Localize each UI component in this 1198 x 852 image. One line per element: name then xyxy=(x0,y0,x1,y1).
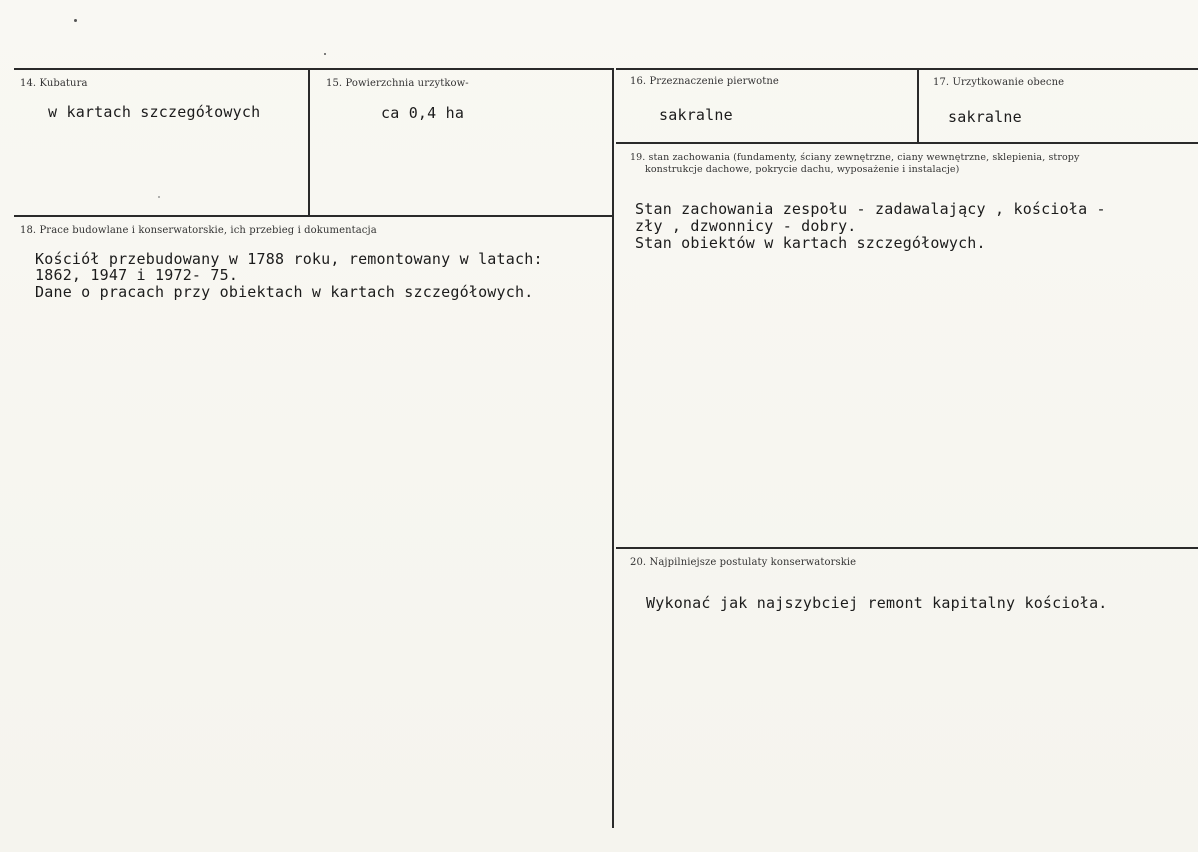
field-20-label: 20. Najpilniejsze postulaty konserwatorskie xyxy=(630,557,857,568)
scan-speck xyxy=(158,196,160,198)
rule-above-20 xyxy=(616,547,1198,549)
field-19-label-line-1: 19. stan zachowania (fundamenty, ściany zewnętrzne, ciany wewnętrzne, sklepienia, stropy xyxy=(630,152,1080,163)
field-14-label: 14. Kubatura xyxy=(20,78,88,89)
top-rule-left xyxy=(14,68,614,70)
field-15-value: ca 0,4 ha xyxy=(381,104,465,122)
field-18-label: 18. Prace budowlane i konserwatorskie, ich przebieg i dokumentacja xyxy=(20,225,377,236)
field-16-value: sakralne xyxy=(659,106,733,124)
field-16-label: 16. Przeznaczenie pierwotne xyxy=(630,76,779,87)
rule-under-14-15 xyxy=(14,215,612,217)
main-vertical-divider xyxy=(612,68,614,828)
divider-14-15 xyxy=(308,68,310,216)
divider-16-17 xyxy=(917,68,919,142)
field-20-value: Wykonać jak najszybciej remont kapitalny kościoła. xyxy=(646,594,1108,612)
field-15-label: 15. Powierzchnia urzytkow- xyxy=(326,78,469,89)
field-19-label-line-2: konstrukcje dachowe, pokrycie dachu, wyposażenie i instalacje) xyxy=(645,164,960,175)
field-14-value: w kartach szczegółowych xyxy=(48,103,261,121)
field-19-line-1: Stan zachowania zespołu - zadawalający , kościoła - xyxy=(635,200,1106,218)
field-17-label: 17. Urzytkowanie obecne xyxy=(933,77,1065,88)
scan-speck xyxy=(324,53,326,55)
field-18-line-2: 1862, 1947 i 1972- 75. xyxy=(35,266,239,284)
field-18-line-1: Kościół przebudowany w 1788 roku, remontowany w latach: xyxy=(35,250,543,268)
field-17-value: sakralne xyxy=(948,108,1022,126)
field-18-line-3: Dane o pracach przy obiektach w kartach szczegółowych. xyxy=(35,283,534,301)
scan-speck xyxy=(74,19,77,22)
field-19-line-2: zły , dzwonnicy - dobry. xyxy=(635,217,857,235)
top-rule-right xyxy=(616,68,1198,70)
field-19-line-3: Stan obiektów w kartach szczegółowych. xyxy=(635,234,986,252)
rule-under-16-17 xyxy=(616,142,1198,144)
